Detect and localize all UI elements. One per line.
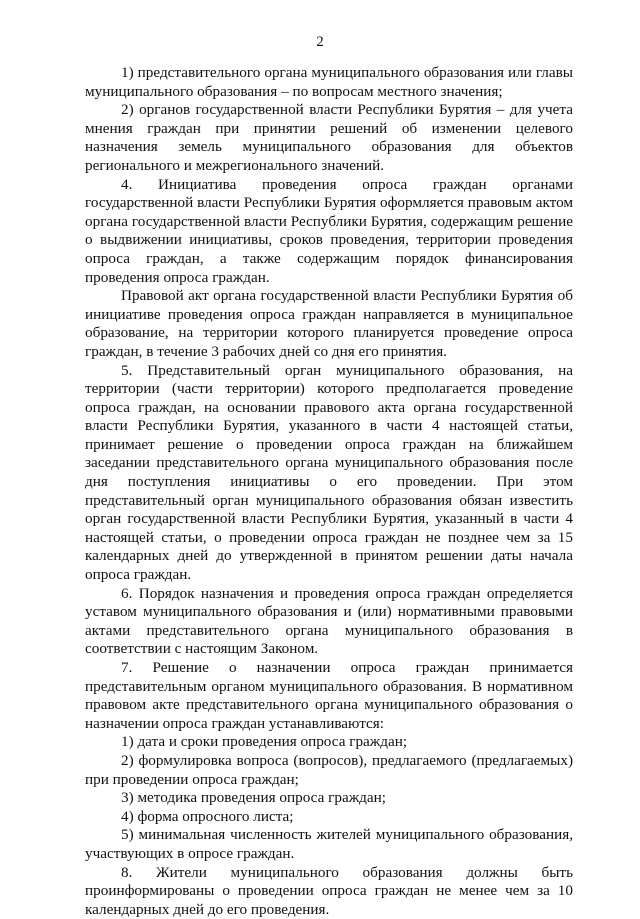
page-number: 2 bbox=[316, 34, 324, 50]
paragraph-section-5: 5. Представительный орган муниципального образования, на территории (части территории) которого предполагается проведение опроса граждан, на основании правового акта органа государственной власти Республики Бурятия, указанного в части 4 настоящей статьи, принимает решение о проведении опроса граждан на ближайшем заседании представительного органа муниципального образования после дня поступления инициативы о его проведении. При этом представительный орган муниципального образования обязан известить орган государственной власти Республики Бурятия, указанный в части 4 настоящей статьи, о проведении опроса граждан не позднее чем за 15 календарных дней до утвержденной в принятом решении даты начала опроса граждан. bbox=[85, 361, 573, 584]
paragraph-section-6: 6. Порядок назначения и проведения опроса граждан определяется уставом муниципального образования и (или) нормативными правовыми актами представительного органа муниципального образования в соответствии с настоящим Законом. bbox=[85, 584, 573, 658]
document-body bbox=[85, 64, 573, 919]
list-item-5: 5) минимальная численность жителей муниципального образования, участвующих в опросе граждан. bbox=[85, 826, 573, 862]
paragraph-legal-act: Правовой акт органа государственной власти Республики Бурятия об инициативе проведения опроса граждан направляется в муниципальное образование, на территории которого планируется проведение опроса граждан, в течение 3 рабочих дней со дня его принятия. bbox=[85, 287, 573, 360]
list-item-4: 4) форма опросного листа; bbox=[121, 807, 294, 825]
paragraph-item-2: 2) органов государственной власти Республики Бурятия – для учета мнения граждан при принятии решений об изменении целевого назначения земель муниципального образования для объектов регионального и межрегионального значений. bbox=[85, 101, 573, 174]
list-item-2: 2) формулировка вопроса (вопросов), предлагаемого (предлагаемых) при проведении опроса граждан; bbox=[85, 751, 573, 788]
paragraph-section-7: 7. Решение о назначении опроса граждан принимается представительным органом муниципального образования. В нормативном правовом акте представительного органа муниципального образования о назначении опроса граждан устанавливаются: bbox=[85, 659, 573, 732]
list-item-3: 3) методика проведения опроса граждан; bbox=[121, 789, 387, 807]
list-item-1: 1) дата и сроки проведения опроса граждан; bbox=[121, 733, 408, 751]
paragraph-section-8: 8. Жители муниципального образования должны быть проинформированы о проведении опроса граждан не менее чем за 10 календарных дней до его проведения. bbox=[85, 863, 573, 918]
paragraph-item-1: 1) представительного органа муниципального образования или главы муниципального образования – по вопросам местного значения; bbox=[85, 64, 573, 100]
paragraph-section-4: 4. Инициатива проведения опроса граждан органами государственной власти Республики Бурятия оформляется правовым актом органа государственной власти Республики Бурятия, содержащим решение о выдвижении инициативы, сроков проведения, территории проведения опроса граждан, а также содержащим порядок финансирования проведения опроса граждан. bbox=[85, 175, 573, 286]
